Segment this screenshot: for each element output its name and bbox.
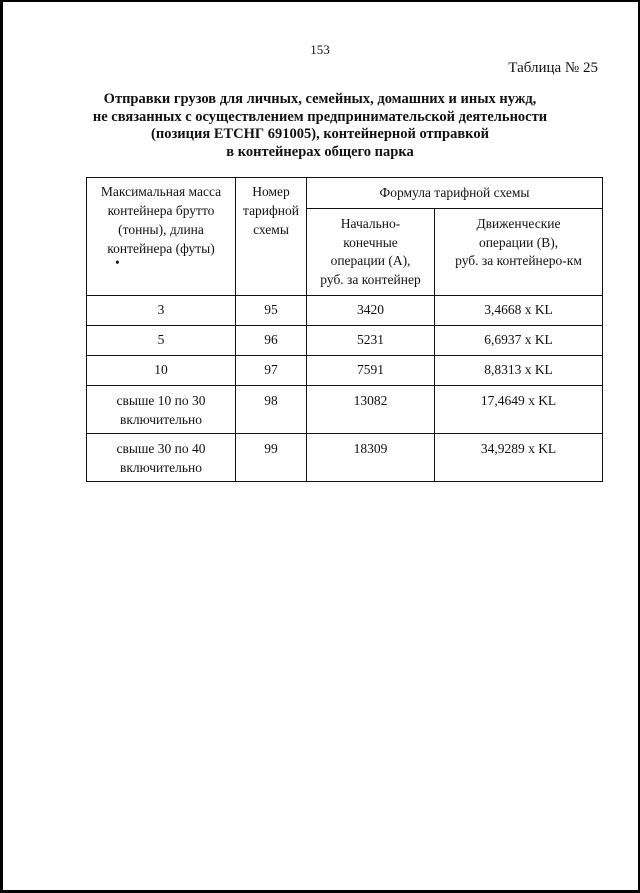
header-text: Движенческие — [476, 216, 561, 231]
cell-text: свыше 10 по 30 — [116, 393, 206, 408]
header-text: руб. за контейнеро-км — [455, 253, 582, 268]
cell-scheme: 99 — [236, 434, 307, 482]
cell-initial: 13082 — [307, 386, 435, 434]
tariff-table — [86, 177, 603, 482]
header-text: контейнера брутто — [107, 203, 215, 218]
cell-movement: 8,8313 x KL — [435, 356, 603, 386]
title-line: (позиция ЕТСНГ 691005), контейнерной отправкой — [151, 126, 489, 142]
cell-mass: 5 — [87, 326, 236, 356]
header-max-mass — [87, 178, 236, 296]
header-text: Номер — [252, 184, 290, 199]
header-text: конечные — [343, 234, 398, 250]
table-number: Таблица № 25 — [508, 60, 598, 76]
title-line: в контейнерах общего парка — [226, 143, 414, 160]
header-text: операции (В), — [478, 234, 559, 250]
cell-text: включительно — [119, 412, 202, 427]
cell-mass: 3 — [87, 296, 236, 326]
cell-mass: 10 — [87, 356, 236, 386]
cell-scheme: 97 — [236, 356, 307, 386]
header-text: (тонны), длина — [118, 222, 204, 237]
cell-text: свыше 30 по 40 — [116, 441, 206, 456]
cell-initial: 18309 — [307, 434, 435, 482]
table-row — [87, 296, 603, 326]
cell-movement: 17,4649 x KL — [435, 386, 603, 434]
cell-scheme: 96 — [236, 326, 307, 356]
page-number: 153 — [310, 42, 330, 57]
cell-movement: 34,9289 x KL — [435, 434, 603, 482]
header-text: Начально- — [340, 216, 401, 231]
table-row — [87, 326, 603, 356]
title-line: не связанных с осуществлением предпринимательской деятельности — [92, 108, 548, 125]
cell-movement: 6,6937 x KL — [435, 326, 603, 356]
cell-initial: 7591 — [307, 356, 435, 386]
cell-movement: 3,4668 x KL — [435, 296, 603, 326]
header-row — [87, 178, 603, 209]
table-title — [40, 91, 600, 161]
header-text: контейнера (футы) — [107, 241, 215, 256]
header-text: тарифной — [243, 203, 299, 218]
cell-initial: 5231 — [307, 326, 435, 356]
header-text: операции (А), — [330, 253, 411, 268]
header-initial-ops — [307, 209, 435, 296]
cell-mass — [87, 386, 236, 434]
title-line: Отправки грузов для личных, семейных, домашних и иных нужд, — [103, 91, 537, 107]
cell-mass — [87, 434, 236, 482]
cell-scheme: 98 — [236, 386, 307, 434]
header-formula: Формула тарифной схемы — [307, 178, 603, 209]
header-text: Максимальная масса — [100, 184, 222, 199]
cell-initial: 3420 — [307, 296, 435, 326]
header-text: руб. за контейнер — [320, 271, 421, 287]
cell-text: включительно — [119, 460, 202, 475]
table-row — [87, 386, 603, 434]
table-row — [87, 356, 603, 386]
bullet-mark: • — [115, 255, 120, 270]
header-text: схемы — [253, 222, 289, 237]
header-scheme-number — [236, 178, 307, 296]
cell-scheme: 95 — [236, 296, 307, 326]
header-movement-ops — [435, 209, 603, 296]
table-row — [87, 434, 603, 482]
